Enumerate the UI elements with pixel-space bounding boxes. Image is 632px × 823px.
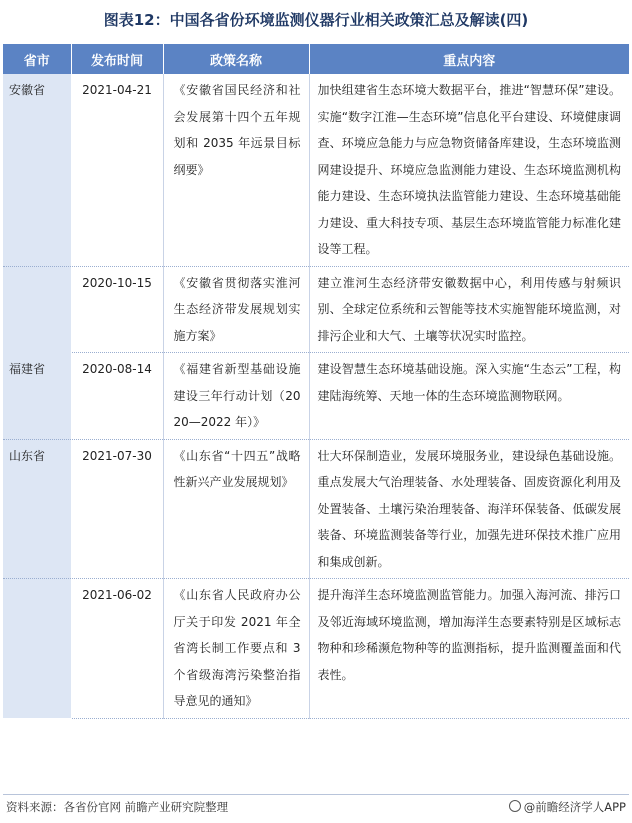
cell-content: 提升海洋生态环境监测监管能力。加强入海河流、排污口及邻近海域环境监测，增加海洋生态要素特别是区域标志物种和珍稀濒危物种等的监测指标，提升监测覆盖面和代表性。	[309, 579, 629, 719]
cell-province	[3, 579, 71, 719]
table-row	[3, 353, 629, 440]
cell-content: 建立淮河生态经济带安徽数据中心，利用传感与射频识别、全球定位系统和云智能等技术实施智能环境监测，对排污企业和大气、土壤等状况实时监控。	[309, 266, 629, 353]
cell-content: 加快组建省生态环境大数据平台，推进“智慧环保”建设。实施“数字江淮—生态环境”信息化平台建设、环境健康调查、环境应急能力与应急物资储备库建设，生态环境监测网建设提升、环境应急监测能力建设、生态环境监测机构能力建设、生态环境执法监管能力建设、生态环境基础能力建设、重大科技专项、基层生态环境监管能力标准化建设等工程。	[309, 74, 629, 266]
policy-table	[3, 44, 629, 719]
cell-policy: 《山东省人民政府办公厅关于印发 2021 年全省湾长制工作要点和 3 个省级海湾污染整治指导意见的通知》	[163, 579, 309, 719]
header-content: 重点内容	[309, 44, 629, 74]
source-note: 资料来源：各省份官网 前瞻产业研究院整理	[6, 800, 229, 814]
table-row	[3, 74, 629, 266]
cell-policy: 《福建省新型基础设施建设三年行动计划（2020—2022 年）》	[163, 353, 309, 440]
table-row	[3, 579, 629, 719]
cell-content: 建设智慧生态环境基础设施。深入实施“生态云”工程，构建陆海统筹、天地一体的生态环境监测物联网。	[309, 353, 629, 440]
cell-date: 2021-04-21	[71, 74, 163, 266]
cell-date: 2020-08-14	[71, 353, 163, 440]
table-header-row	[3, 44, 629, 74]
footer-divider	[3, 794, 629, 795]
cell-province: 福建省	[3, 353, 71, 440]
cell-date: 2021-07-30	[71, 439, 163, 579]
cell-province: 安徽省	[3, 74, 71, 266]
cell-policy: 《山东省“十四五”战略性新兴产业发展规划》	[163, 439, 309, 579]
header-policy: 政策名称	[163, 44, 309, 74]
brand-icon	[509, 800, 521, 812]
cell-policy: 《安徽省贯彻落实淮河生态经济带发展规划实施方案》	[163, 266, 309, 353]
cell-content: 壮大环保制造业，发展环境服务业，建设绿色基础设施。重点发展大气治理装备、水处理装备、固废资源化利用及处置装备、土壤污染治理装备、海洋环保装备、低碳发展装备、环境监测装备等行业，加强先进环保技术推广应用和集成创新。	[309, 439, 629, 579]
cell-date: 2021-06-02	[71, 579, 163, 719]
cell-date: 2020-10-15	[71, 266, 163, 353]
page-title: 图表12：中国各省份环境监测仪器行业相关政策汇总及解读(四)	[103, 11, 529, 29]
header-date: 发布时间	[71, 44, 163, 74]
header-province: 省市	[3, 44, 71, 74]
cell-province: 山东省	[3, 439, 71, 579]
table-row	[3, 439, 629, 579]
cell-province	[3, 266, 71, 353]
brand-text: @前瞻经济学人APP	[523, 800, 626, 814]
cell-policy: 《安徽省国民经济和社会发展第十四个五年规划和 2035 年远景目标纲要》	[163, 74, 309, 266]
table-row	[3, 266, 629, 353]
brand-credit	[509, 799, 626, 815]
